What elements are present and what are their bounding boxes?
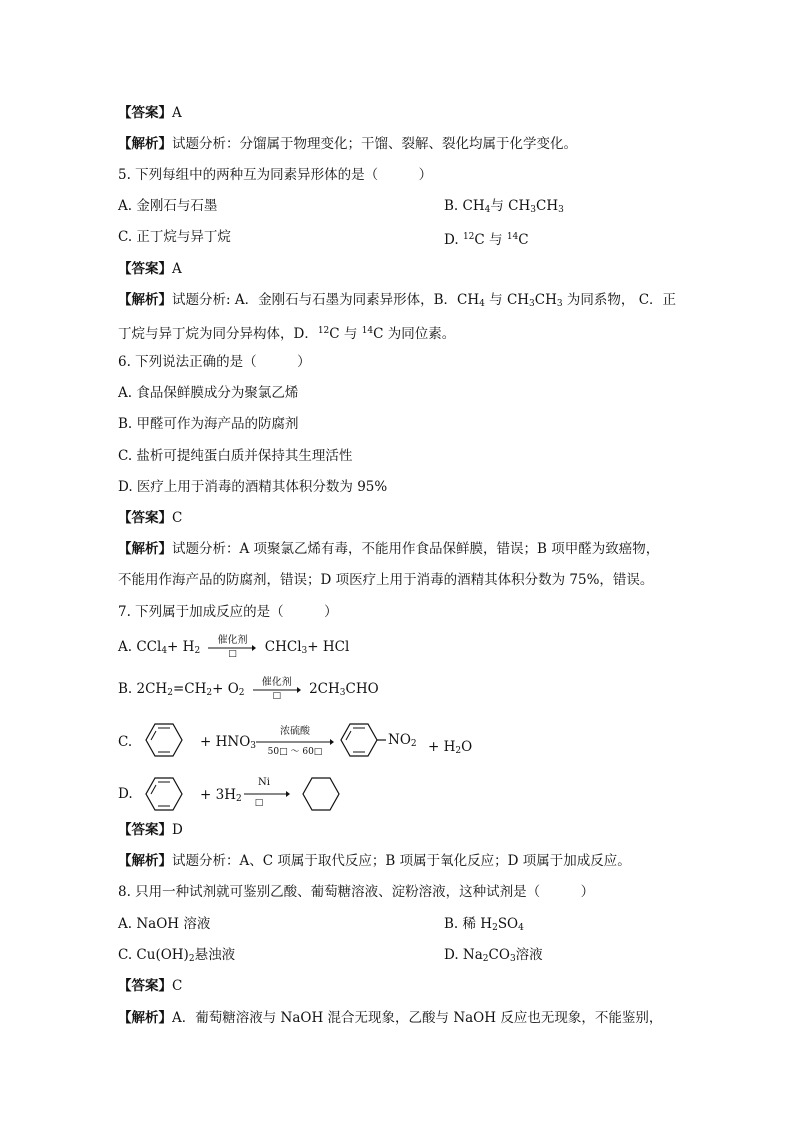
q6-option-a: A. 食品保鲜膜成分为聚氯乙烯 (118, 385, 299, 401)
q7-option-c-arrow: 浓硫酸 50□ ～ 60□ (256, 727, 334, 759)
q6-option-c: C. 盐析可提纯蛋白质并保持其生理活性 (118, 448, 353, 464)
q7-question: 7. 下列属于加成反应的是（ ） (118, 604, 338, 620)
arrow-icon (244, 791, 290, 797)
q7-option-d-reagent: + $3H_2$ (200, 787, 242, 804)
reaction-arrow: 催化剂 □ (253, 681, 301, 699)
cyclohexane-ring-icon (302, 776, 340, 812)
q6-question: 6. 下列说法正确的是（ ） (118, 354, 311, 370)
q6-option-d: D. 医疗上用于消毒的酒精其体积分数为 95% (118, 479, 388, 495)
q5-question: 5. 下列每组中的两种互为同素异形体的是（ ） (118, 167, 433, 183)
q7-analysis: 【解析】试题分析：A、C 项属于取代反应；B 项属于氧化反应；D 项属于加成反应。 (118, 853, 631, 869)
q8-option-a: A. NaOH 溶液 (118, 916, 211, 932)
q5-analysis-line1: 【解析】试题分析: A．金刚石与石墨为同素异形体，B．$CH_4$ 与 $CH_3CH_3$ 为同系物， C．正 (118, 292, 677, 309)
q7-answer: 【答案】D (118, 822, 183, 838)
q6-analysis-line1: 【解析】试题分析：A 项聚氯乙烯有毒，不能用作食品保鲜膜，错误；B 项甲醛为致癌物， (118, 541, 660, 557)
q8-answer: 【答案】C (118, 978, 183, 994)
q7-option-d-arrow: Ni □ (244, 778, 290, 808)
nitrobenzene-ring-icon (340, 722, 386, 758)
q7-option-c-water: + $H_2O$ (428, 739, 473, 756)
q6-option-b: B. 甲醛可作为海产品的防腐剂 (118, 416, 299, 432)
q5-analysis-line2: 丁烷与异丁烷为同分异构体，D．$^{12}$C 与 $^{14}$C 为同位素。 (118, 326, 456, 342)
q6-answer: 【答案】C (118, 510, 183, 526)
q4-analysis: 【解析】试题分析：分馏属于物理变化；干馏、裂解、裂化均属于化学变化。 (118, 136, 577, 152)
q8-option-b: B. 稀 $H_2SO_4$ (444, 916, 524, 933)
q7-option-c-label: C. (118, 734, 133, 750)
q8-option-c: C. $Cu(OH)_2$悬浊液 (118, 947, 236, 964)
benzene-ring-icon (145, 722, 183, 758)
benzene-ring-icon (145, 776, 183, 812)
arrow-icon (256, 739, 334, 745)
q5-answer: 【答案】A (118, 261, 182, 277)
q7-option-b: B. $2CH_2=CH_2+ O_2$ 催化剂 □ $2CH_3CHO$ (118, 676, 379, 701)
q5-option-c: C. 正丁烷与异丁烷 (118, 229, 231, 245)
q7-option-c-product: $NO_2$ (388, 732, 417, 749)
q7-option-c-reagent: + $HNO_3$ (200, 734, 256, 751)
q5-option-b: B. $CH_4$与 $CH_3CH_3$ (444, 198, 564, 215)
reaction-arrow: 催化剂 □ (208, 639, 256, 657)
q8-option-d: D. $Na_2CO_3$溶液 (444, 947, 543, 964)
q7-option-d-label: D. (118, 786, 133, 802)
q5-option-d: D. $^{12}$C 与 $^{14}$C (444, 232, 529, 248)
q7-option-a: A. $CCl_4+ H_2$ 催化剂 □ CHCl$_3$+ HCl (118, 634, 350, 659)
q8-analysis: 【解析】A．葡萄糖溶液与 NaOH 混合无现象，乙酸与 NaOH 反应也无现象，不能鉴别， (118, 1010, 663, 1026)
q8-question: 8. 只用一种试剂就可鉴别乙酸、葡萄糖溶液、淀粉溶液，这种试剂是（ ） (118, 884, 595, 900)
q5-option-a: A. 金刚石与石墨 (118, 198, 218, 214)
q4-answer: 【答案】A (118, 105, 182, 121)
q6-analysis-line2: 不能用作海产品的防腐剂，错误；D 项医疗上用于消毒的酒精其体积分数为 75%，错误。 (118, 572, 654, 588)
